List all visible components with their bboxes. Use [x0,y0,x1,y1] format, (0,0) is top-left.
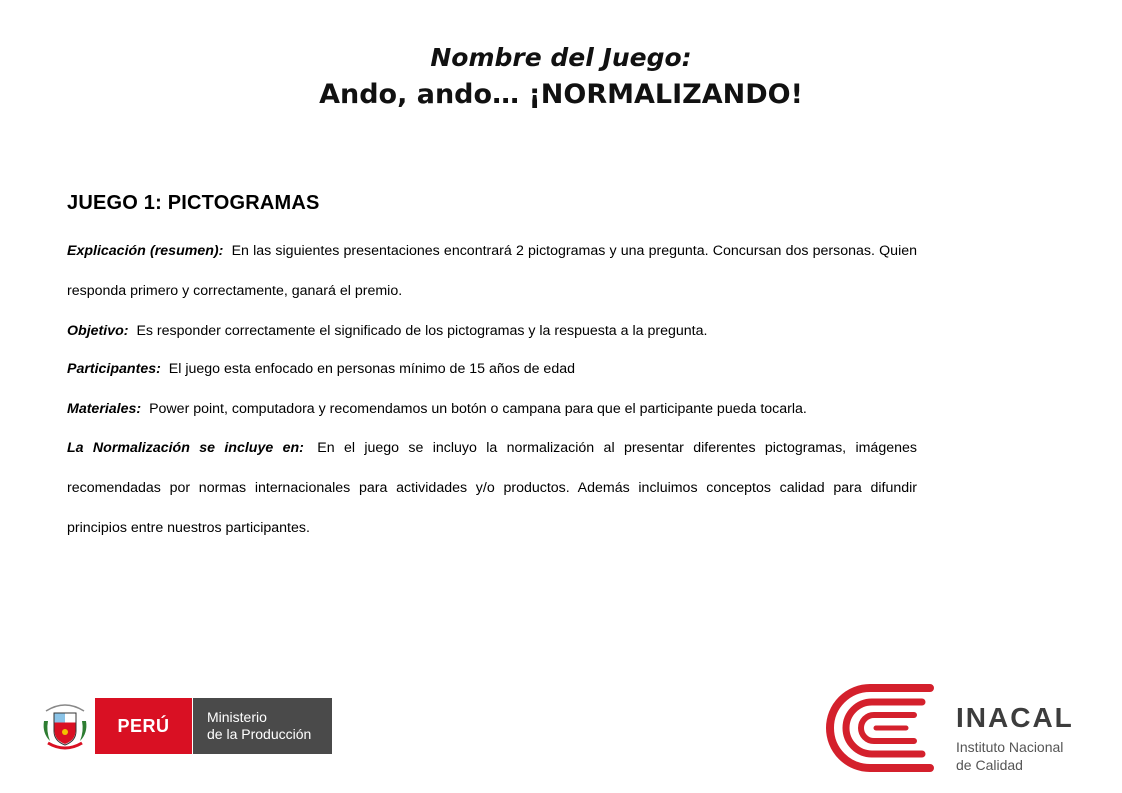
ministry-line-1: Ministerio [207,709,267,725]
ministry-logo [40,697,332,754]
title-line-2: Ando, ando… ¡NORMALIZANDO! [319,79,803,110]
objetivo-text: Es responder correctamente el significado de los pictogramas y la respuesta a la pregunta. [136,323,708,339]
materiales-paragraph [67,389,917,429]
title-line-1: Nombre del Juego: [430,43,692,72]
inacal-sub-line-1: Instituto Nacional [956,739,1064,755]
inacal-sub-line-2: de Calidad [956,757,1023,773]
participantes-label: Participantes: [67,361,161,377]
objetivo-paragraph [67,311,917,351]
inacal-subtitle [956,738,1063,774]
materiales-text: Power point, computadora y recomendamos un botón o campana para que el participante pueda tocarla. [149,401,807,417]
normalizacion-text: En el juego se incluyo la normalización al presentar diferentes pictogramas, imágenes recomendadas por normas internacionales para actividades y/o productos. Además incluimos conceptos calidad para difundir principios entre nuestros participantes. [67,440,917,536]
materiales-label: Materiales: [67,401,142,417]
participantes-text: El juego esta enfocado en personas mínimo de 15 años de edad [168,361,575,377]
explicacion-label: Explicación (resumen): [67,243,224,259]
ministry-name [193,698,332,754]
normalizacion-paragraph [67,428,917,548]
participantes-paragraph [67,349,917,389]
objetivo-label: Objetivo: [67,323,129,339]
game-heading: JUEGO 1: PICTOGRAMAS [67,192,320,214]
peru-label: PERÚ [95,698,192,754]
explicacion-text: En las siguientes presentaciones encontrará 2 pictogramas y una pregunta. Concursan dos personas. Quien responda primero y correctamente, ganará el premio. [67,243,917,299]
explicacion-paragraph [67,231,917,311]
coat-of-arms-icon [40,697,90,754]
inacal-logo [810,678,1110,778]
normalizacion-label: La Normalización se incluye en: [67,440,304,456]
page-title [0,40,1122,114]
inacal-mark-icon [810,678,940,778]
inacal-name: INACAL [956,702,1074,733]
ministry-line-2: de la Producción [207,726,312,742]
